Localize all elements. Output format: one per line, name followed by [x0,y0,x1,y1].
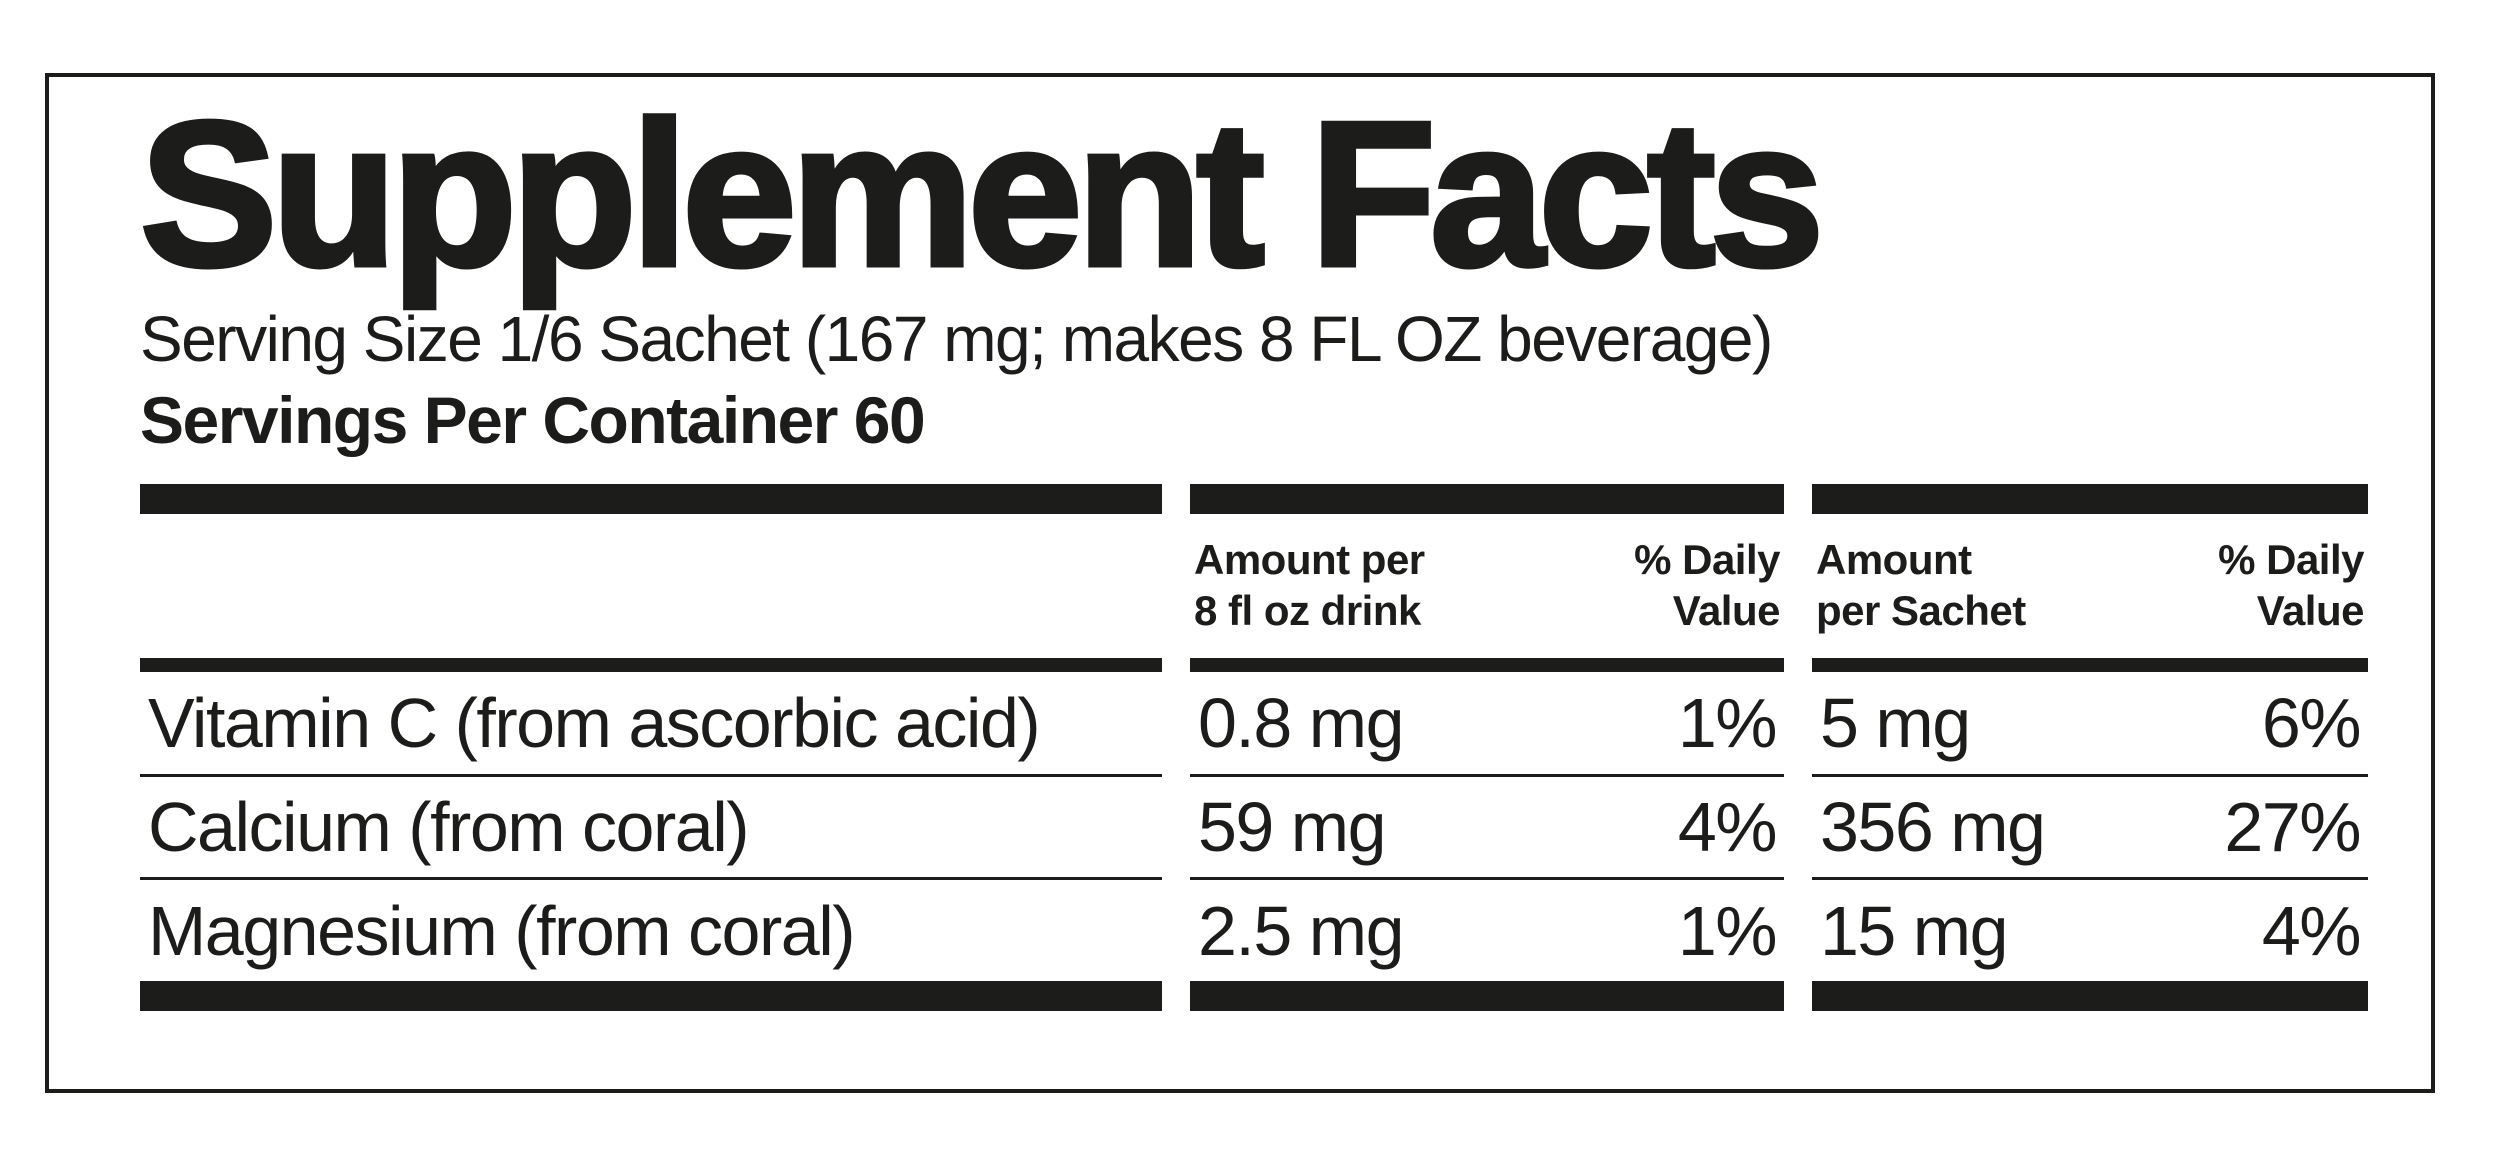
per-drink-column [1190,484,1784,1011]
thick-bar-top [1190,484,1784,514]
amount-value: 356 mg [1820,788,2045,866]
daily-value: 4% [2261,891,2360,970]
nutrient-column [140,484,1162,1011]
daily-value: 6% [2261,684,2360,762]
header-daily-value-drink [1634,535,1780,636]
panel-title: Supplement Facts [140,79,1819,309]
table-row [1190,880,1784,981]
thick-bar-bottom [140,981,1162,1011]
thick-bar-bottom [1812,981,2368,1011]
amount-value: 15 mg [1820,891,2008,970]
amount-value: 0.8 mg [1198,684,1403,762]
header-line: % Daily [1634,536,1780,584]
header-empty-cell [140,514,1162,658]
table-row [1190,672,1784,774]
header-line: Amount per [1194,536,1425,584]
amount-value: 5 mg [1820,684,1970,762]
daily-value: 1% [1677,891,1776,970]
header-daily-value-sachet [2218,535,2364,636]
thin-bar-header [140,658,1162,672]
per-sachet-header [1812,514,2368,658]
header-line: 8 fl oz drink [1194,586,1421,634]
header-line: Value [1672,586,1780,634]
table-row [1190,777,1784,877]
table-row [1812,880,2368,981]
nutrient-name: Vitamin C (from ascorbic acid) [148,684,1040,762]
daily-value: 1% [1677,684,1776,762]
header-line: per Sachet [1816,586,2026,634]
amount-value: 2.5 mg [1198,891,1403,970]
amount-value: 59 mg [1198,788,1386,866]
thin-bar-header [1190,658,1784,672]
servings-per-container-text: Servings Per Container 60 [140,383,925,457]
thick-bar-top [140,484,1162,514]
thin-bar-header [1812,658,2368,672]
supplement-facts-panel [45,73,2435,1093]
per-drink-header [1190,514,1784,658]
table-row [140,777,1162,877]
thick-bar-bottom [1190,981,1784,1011]
serving-size-text: Serving Size 1/6 Sachet (167 mg; makes 8 FL OZ beverage) [140,303,1772,375]
daily-value: 27% [2224,788,2360,866]
table-row [1812,672,2368,774]
thick-bar-top [1812,484,2368,514]
nutrient-name: Magnesium (from coral) [148,891,855,970]
table-row [1812,777,2368,877]
table-row [140,880,1162,981]
header-line: % Daily [2218,536,2364,584]
header-amount-per-sachet [1816,535,2026,636]
facts-table [140,484,2368,1011]
per-sachet-column [1812,484,2368,1011]
header-amount-per-drink [1194,535,1425,636]
daily-value: 4% [1677,788,1776,866]
nutrient-name: Calcium (from coral) [148,788,749,866]
table-row [140,672,1162,774]
header-line: Amount [1816,536,1972,584]
header-line: Value [2256,586,2364,634]
